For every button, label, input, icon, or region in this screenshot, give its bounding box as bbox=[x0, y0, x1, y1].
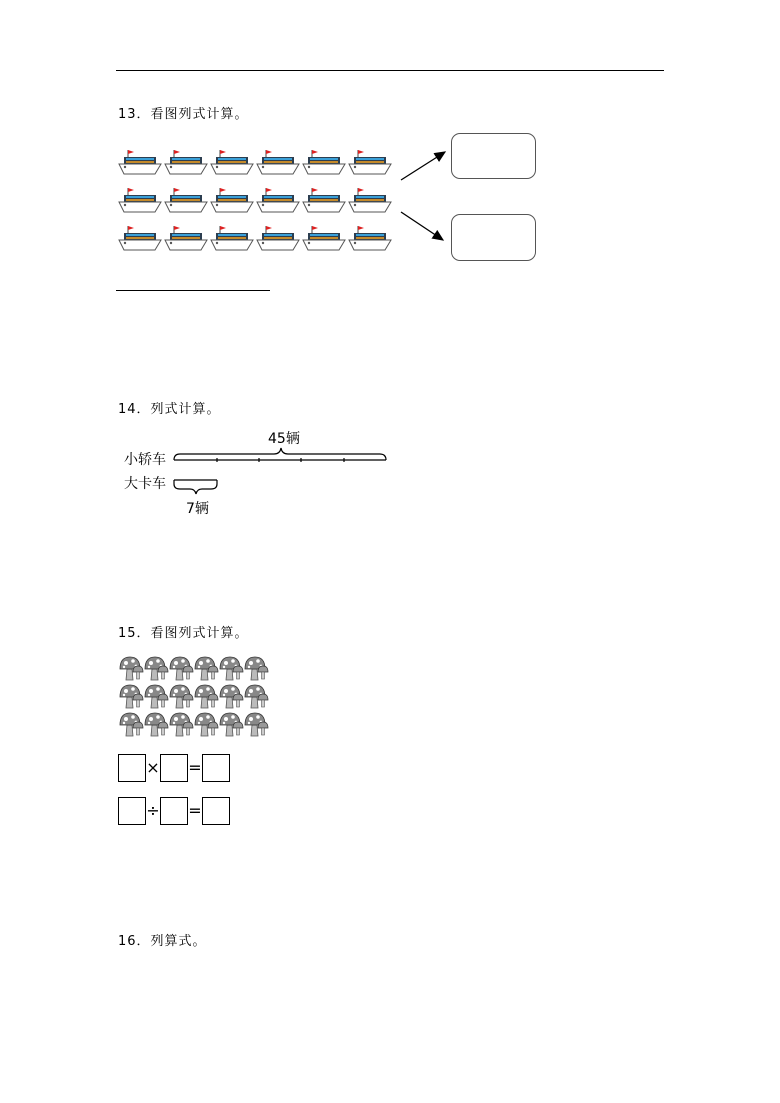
ship-icon bbox=[164, 148, 208, 176]
mushroom-icon bbox=[193, 682, 219, 710]
arrows bbox=[395, 140, 455, 250]
q16-title: 16．列算式。 bbox=[118, 934, 207, 949]
equation-row-2 bbox=[118, 797, 230, 825]
mushroom-icon bbox=[193, 710, 219, 738]
boat-grid bbox=[118, 148, 398, 248]
mushroom-icon bbox=[193, 654, 219, 682]
ship-icon bbox=[302, 186, 346, 214]
equation-1-box-a[interactable] bbox=[118, 754, 146, 782]
header-rule bbox=[116, 70, 664, 71]
equals-sign: = bbox=[188, 758, 202, 777]
ship-icon bbox=[348, 186, 392, 214]
ship-icon bbox=[256, 224, 300, 252]
mushroom-icon bbox=[143, 682, 169, 710]
mushroom-icon bbox=[118, 710, 144, 738]
mushroom-icon bbox=[243, 682, 269, 710]
bottom-value-label: 7辆 bbox=[186, 501, 209, 517]
equation-2-box-result[interactable] bbox=[202, 797, 230, 825]
truck-label: 大卡车 bbox=[124, 476, 166, 492]
mushroom-icon bbox=[218, 710, 244, 738]
mushroom-grid bbox=[118, 654, 274, 738]
answer-box-1[interactable] bbox=[451, 133, 536, 179]
ship-icon bbox=[256, 186, 300, 214]
truck-brace bbox=[174, 480, 217, 494]
mushroom-icon bbox=[243, 710, 269, 738]
ship-icon bbox=[210, 224, 254, 252]
q15-title: 15．看图列式计算。 bbox=[118, 626, 249, 641]
ship-icon bbox=[118, 186, 162, 214]
mushroom-icon bbox=[143, 654, 169, 682]
equation-1-box-result[interactable] bbox=[202, 754, 230, 782]
ship-icon bbox=[164, 186, 208, 214]
mushroom-icon bbox=[168, 654, 194, 682]
top-brace bbox=[174, 448, 386, 460]
mushroom-icon bbox=[243, 654, 269, 682]
answer-line[interactable] bbox=[116, 290, 270, 291]
mushroom-icon bbox=[118, 654, 144, 682]
equation-row-1 bbox=[118, 754, 230, 782]
equation-2-box-a[interactable] bbox=[118, 797, 146, 825]
ship-icon bbox=[210, 148, 254, 176]
ship-icon bbox=[210, 186, 254, 214]
mushroom-icon bbox=[143, 710, 169, 738]
divide-sign: ÷ bbox=[146, 801, 160, 820]
segment-diagram bbox=[170, 440, 390, 500]
top-value-label: 45辆 bbox=[268, 431, 300, 447]
car-label: 小轿车 bbox=[124, 452, 166, 468]
ship-icon bbox=[348, 148, 392, 176]
ship-icon bbox=[348, 224, 392, 252]
ship-icon bbox=[118, 148, 162, 176]
equals-sign: = bbox=[188, 801, 202, 820]
ship-icon bbox=[302, 224, 346, 252]
ship-icon bbox=[164, 224, 208, 252]
arrow-down bbox=[401, 212, 443, 240]
ship-icon bbox=[256, 148, 300, 176]
answer-box-2[interactable] bbox=[451, 214, 536, 261]
arrow-up bbox=[401, 152, 445, 180]
q13-title: 13．看图列式计算。 bbox=[118, 107, 249, 122]
q14-title: 14．列式计算。 bbox=[118, 402, 221, 417]
times-sign: × bbox=[146, 758, 160, 777]
ship-icon bbox=[118, 224, 162, 252]
mushroom-icon bbox=[218, 654, 244, 682]
equation-1-box-b[interactable] bbox=[160, 754, 188, 782]
equation-2-box-b[interactable] bbox=[160, 797, 188, 825]
mushroom-icon bbox=[218, 682, 244, 710]
mushroom-icon bbox=[168, 682, 194, 710]
mushroom-icon bbox=[168, 710, 194, 738]
mushroom-icon bbox=[118, 682, 144, 710]
ship-icon bbox=[302, 148, 346, 176]
